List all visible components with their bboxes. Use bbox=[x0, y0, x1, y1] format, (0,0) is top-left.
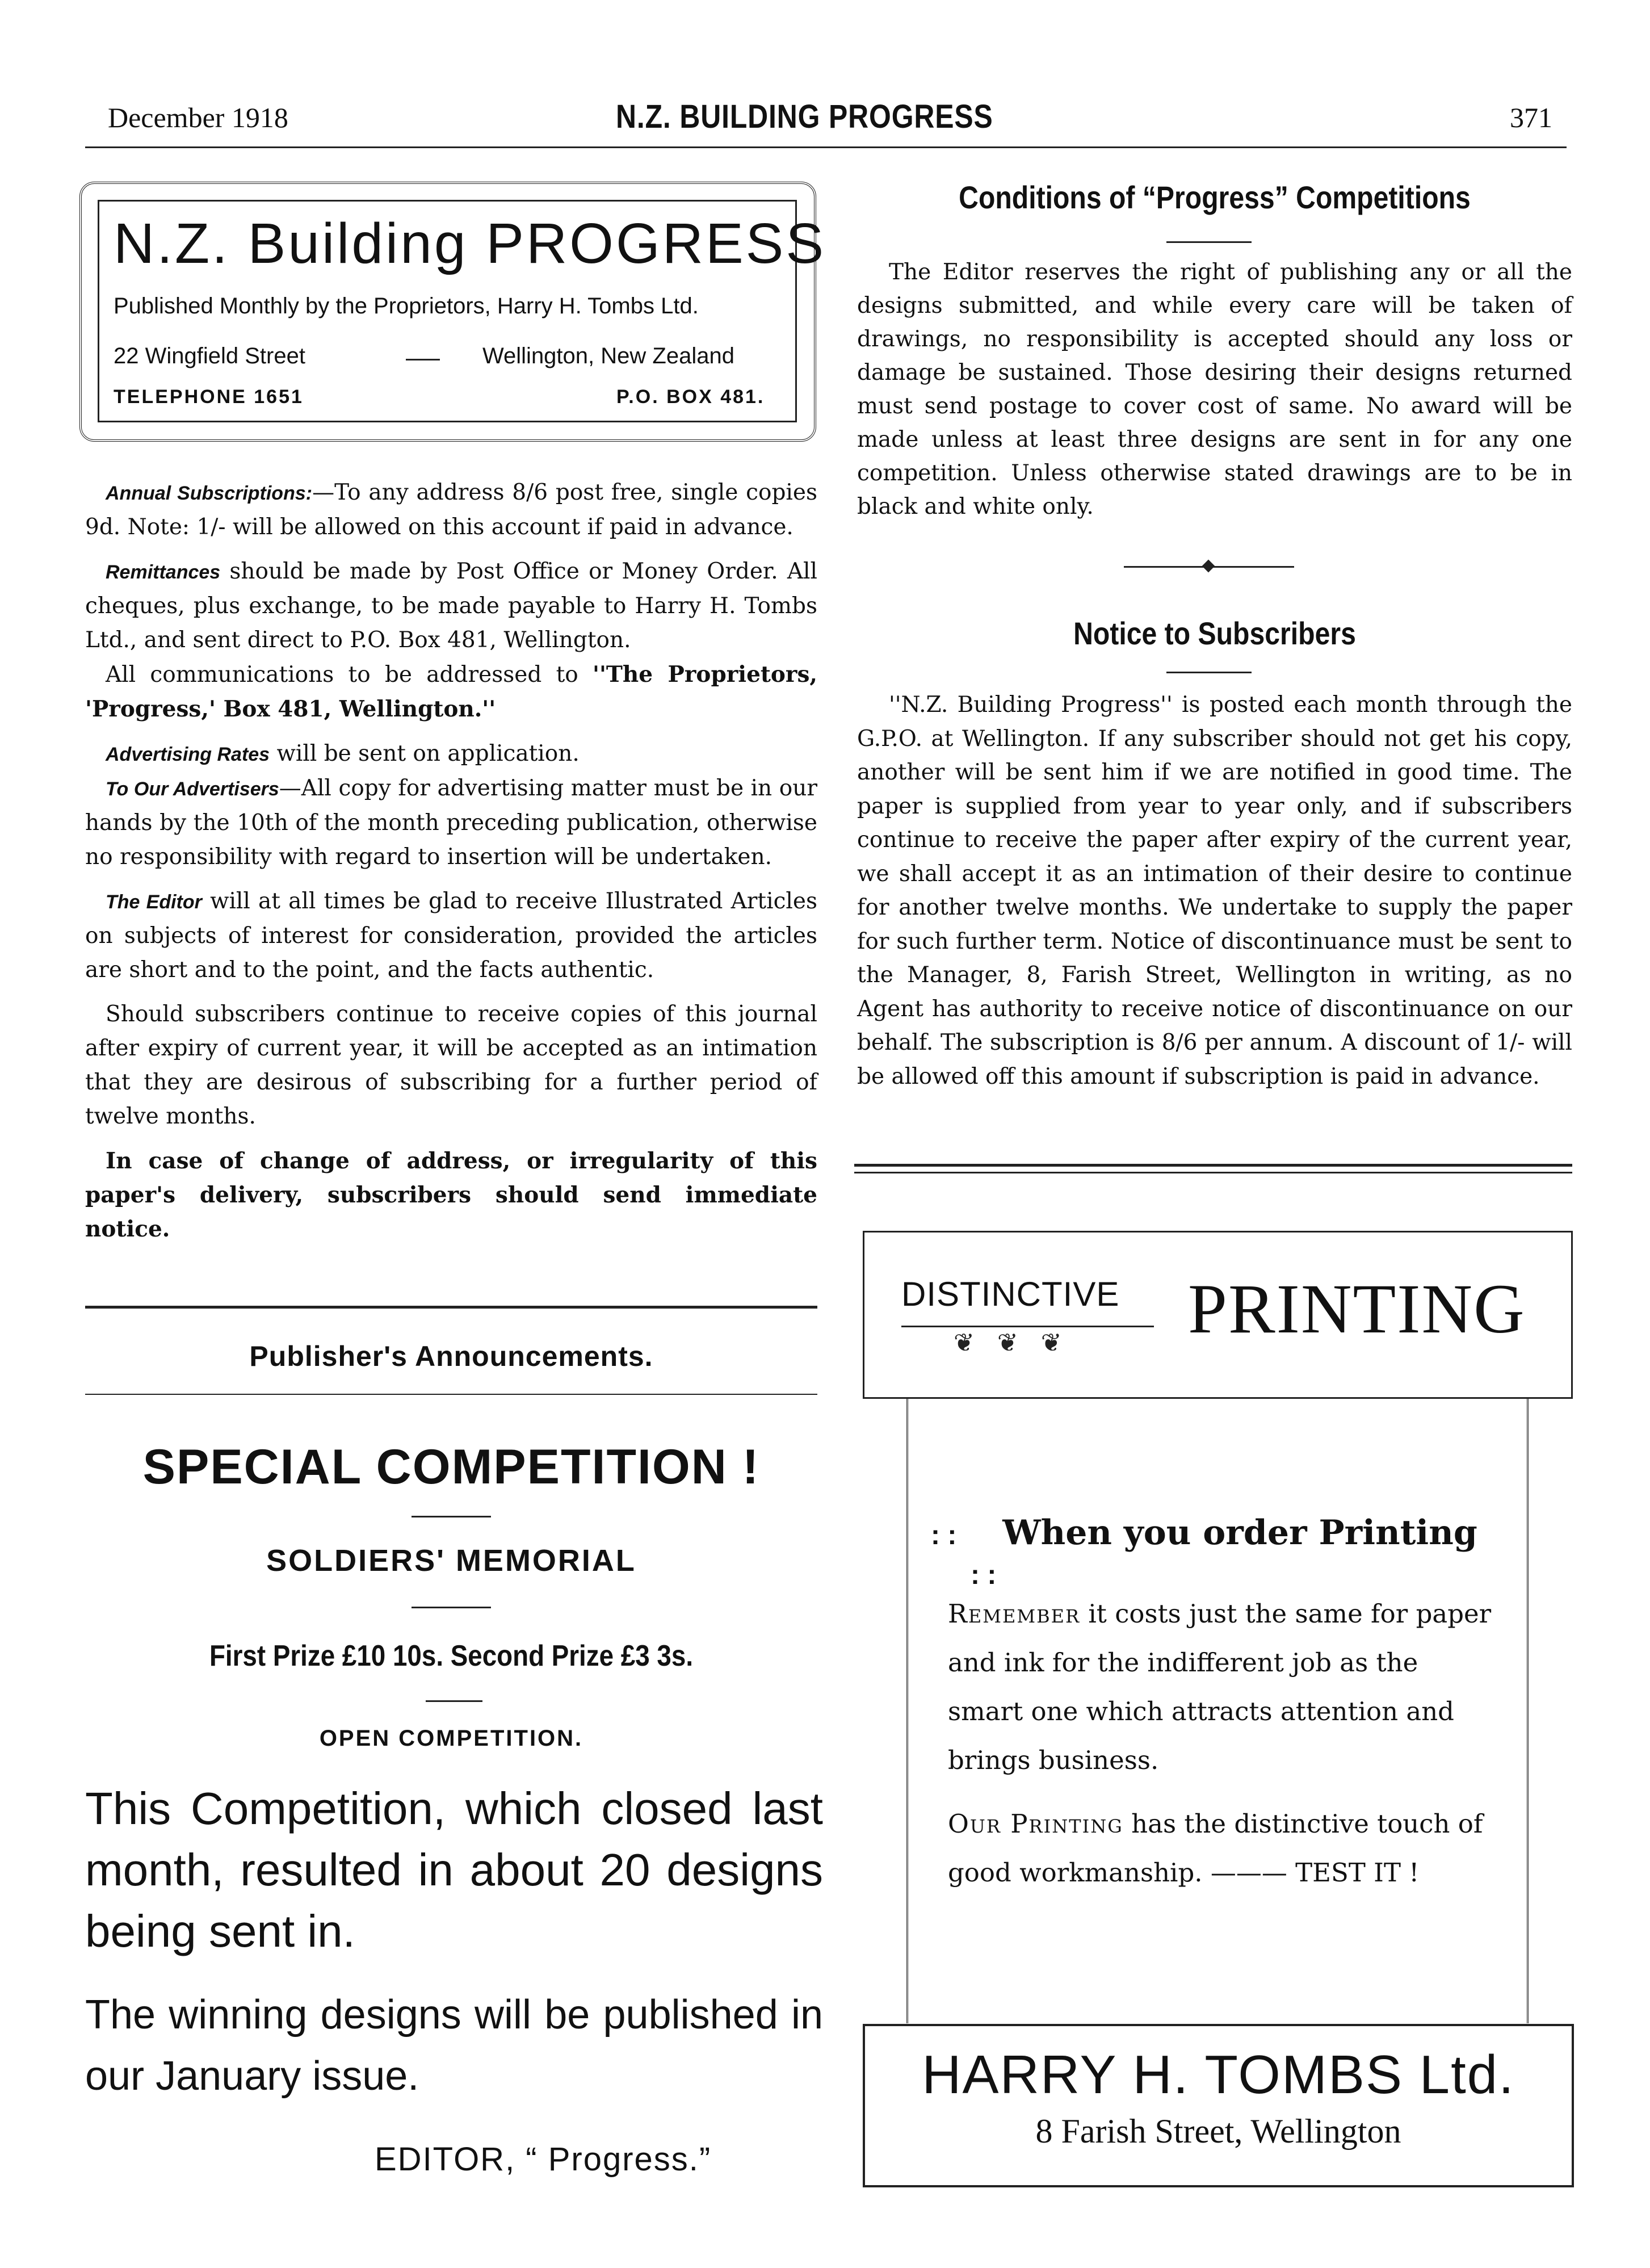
advertising-rates-paragraph: Advertising Rates will be sent on application. bbox=[106, 741, 580, 766]
double-rule-top bbox=[854, 1164, 1572, 1167]
short-rule bbox=[1166, 672, 1252, 673]
subscriptions-paragraph: Annual Subscriptions:—To any address 8/6 post free, single copies 9d. Note: 1/- will be allowed on this account if paid in advance. bbox=[85, 480, 817, 540]
short-rule bbox=[412, 1516, 491, 1517]
editor-paragraph: The Editor will at all times be glad to receive Illustrated Articles on subjects of interest for consideration, provided the articles are short and to the point, and the facts authentic. bbox=[85, 888, 817, 983]
competition-result: This Competition, which closed last month, resulted in about 20 designs being sent in. bbox=[85, 1783, 823, 1956]
announcement-rule bbox=[85, 1394, 817, 1395]
masthead-city: Wellington, New Zealand bbox=[482, 343, 734, 368]
when-you-order-heading: : : When you order Printing : : bbox=[931, 1513, 1477, 1590]
masthead-dash bbox=[406, 359, 440, 360]
masthead-po-box: P.O. BOX 481. bbox=[616, 386, 765, 408]
conditions-heading: Conditions of “Progress” Competitions bbox=[959, 179, 1471, 215]
publishers-announcements-heading: Publisher's Announcements. bbox=[249, 1340, 653, 1372]
distinctive-label: DISTINCTIVE bbox=[901, 1275, 1120, 1313]
notice-text: ''N.Z. Building Progress'' is posted each month through the G.P.O. at Wellington. If any subscriber should not get his copy, another will be sent him if we are notified in good time. The paper is supplied from year to year only, and if subscribers continue to receive the paper after expiry of the current year, we shall accept it as an intimation of their desire to continue for another twelve months. We undertake to supply the paper for such further term. Notice of discontinuance must be sent to the Manager, 8, Farish Street, Wellington in writing, as no Agent has authority to receive notice of discontinuance on our behalf. The subscription is 8/6 per annum. A discount of 1/- will be allowed off this amount if subscription is paid in advance. bbox=[857, 692, 1572, 1089]
issue-date: December 1918 bbox=[108, 102, 288, 133]
short-rule bbox=[412, 1607, 491, 1608]
memorial-subheading: SOLDIERS' MEMORIAL bbox=[266, 1544, 636, 1578]
subscriptions-lead: Annual Subscriptions: bbox=[106, 483, 313, 504]
change-address-paragraph: In case of change of address, or irregularity of this paper's delivery, subscribers should send immediate notice. bbox=[85, 1148, 817, 1242]
advertisers-paragraph: To Our Advertisers—All copy for advertising matter must be in our hands by the 10th of the month preceding publication, otherwise no responsibility with regard to insertion will be undertaken. bbox=[85, 775, 817, 870]
conditions-text: The Editor reserves the right of publishing any or all the designs submitted, and while every care will be taken of drawings, no responsibility is accepted should any loss or damage be sustained. Those desiring their designs returned must send postage to cover cost of same. No award will be made unless at least three designs are sent in for any one competition. Unless otherwise stated drawings are to be in black and white only. bbox=[857, 259, 1572, 519]
remember-paragraph: Remember it costs just the same for paper and ink for the indifferent job as the smart one which attracts attention and brings business. bbox=[948, 1599, 1492, 1775]
double-rule-bottom bbox=[854, 1172, 1572, 1173]
subscription-info bbox=[85, 476, 817, 1256]
short-rule bbox=[426, 1700, 482, 1702]
diamond-ornament bbox=[1202, 560, 1215, 573]
editor-signature: EDITOR, “ Progress.” bbox=[375, 2141, 712, 2178]
printing-ad-body bbox=[948, 1590, 1493, 1912]
short-rule bbox=[1166, 241, 1252, 243]
remittances-lead: Remittances bbox=[106, 561, 221, 583]
page-number: 371 bbox=[1510, 102, 1552, 133]
masthead-telephone: TELEPHONE 1651 bbox=[114, 386, 304, 408]
printing-title: PRINTING bbox=[1188, 1270, 1526, 1348]
notice-heading: Notice to Subscribers bbox=[1073, 615, 1356, 651]
masthead-publisher: Published Monthly by the Proprietors, Harry H. Tombs Ltd. bbox=[114, 294, 699, 318]
company-name: HARRY H. TOMBS Ltd. bbox=[922, 2044, 1515, 2105]
our-printing-paragraph: Our Printing has the distinctive touch of good workmanship. ——— TEST IT ! bbox=[948, 1809, 1483, 1888]
open-competition: OPEN COMPETITION. bbox=[319, 1726, 583, 1751]
distinctive-underline bbox=[901, 1326, 1154, 1327]
prize-amounts: First Prize £10 10s. Second Prize £3 3s. bbox=[209, 1640, 694, 1672]
header-rule bbox=[85, 146, 1567, 148]
masthead-title: N.Z. Building PROGRESS bbox=[114, 212, 826, 275]
running-title: N.Z. BUILDING PROGRESS bbox=[616, 98, 993, 135]
section-rule bbox=[85, 1306, 817, 1309]
company-address: 8 Farish Street, Wellington bbox=[1035, 2112, 1401, 2150]
communications-paragraph: All communications to be addressed to ''The Proprietors, 'Progress,' Box 481, Wellington.'' bbox=[85, 661, 817, 722]
winning-designs-note: The winning designs will be published in our January issue. bbox=[85, 1992, 823, 2099]
ornament-icon: ❦❦❦ bbox=[954, 1328, 1085, 1357]
remittances-paragraph: Remittances should be made by Post Office or Money Order. All cheques, plus exchange, to be made payable to Harry H. Tombs Ltd., and sent direct to P.O. Box 481, Wellington. bbox=[85, 559, 817, 653]
special-competition-heading: SPECIAL COMPETITION ! bbox=[142, 1440, 760, 1494]
masthead-street: 22 Wingfield Street bbox=[114, 343, 305, 368]
continue-paragraph: Should subscribers continue to receive copies of this journal after expiry of current year, it will be accepted as an intimation that they are desirous of subscribing for a further period of twelve months. bbox=[85, 1001, 817, 1129]
